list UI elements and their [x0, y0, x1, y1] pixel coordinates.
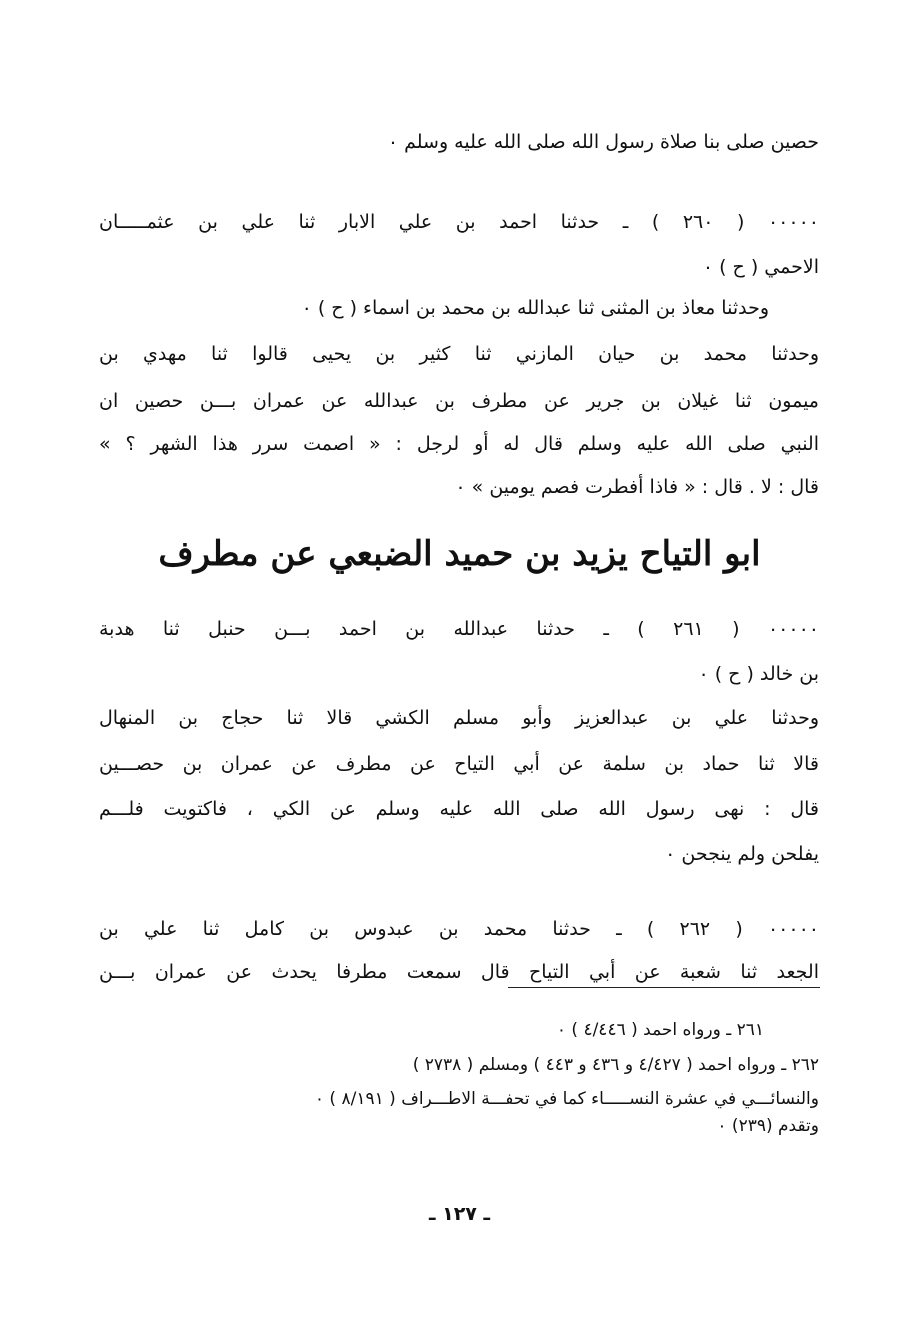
page-number: ـ ١٢٧ ـ [428, 1203, 490, 1225]
hadith-262-line-2: الجعد ثنا شعبة عن أبي التياح قال سمعت مطرفا يحدث عن عمران بـــن [99, 961, 819, 983]
hadith-260-line-1: ٠٠٠٠٠ ( ٢٦٠ ) ـ حدثنا احمد بن علي الابار ثنا علي بن عثمـــــان [99, 211, 819, 233]
hadith-261-line-6: يفلحن ولم ينجحن ٠ [665, 843, 819, 865]
hadith-261-line-2: بن خالد ( ح ) ٠ [698, 663, 819, 685]
text-line-1: حصين صلى بنا صلاة رسول الله صلى الله عليه وسلم ٠ [387, 131, 819, 153]
hadith-261-line-3: وحدثنا علي بن عبدالعزيز وأبو مسلم الكشي قالا ثنا حجاج بن المنهال [99, 707, 819, 729]
hadith-261-line-4: قالا ثنا حماد بن سلمة عن أبي التياح عن مطرف عن عمران بن حصـــين [99, 753, 819, 775]
hadith-260-line-2: الاحمي ( ح ) ٠ [702, 256, 819, 278]
hadith-260-line-6: النبي صلى الله عليه وسلم قال له أو لرجل : « اصمت سرر هذا الشهر ؟ » [99, 433, 819, 455]
separator-line [508, 987, 820, 988]
section-heading: ابو التياح يزيد بن حميد الضبعي عن مطرف [158, 534, 761, 574]
hadith-262-line-1: ٠٠٠٠٠ ( ٢٦٢ ) ـ حدثنا محمد بن عبدوس بن كامل ثنا علي بن [99, 918, 819, 940]
hadith-260-line-3: وحدثنا معاذ بن المثنى ثنا عبدالله بن محمد بن اسماء ( ح ) ٠ [301, 297, 769, 319]
hadith-261-line-5: قال : نهى رسول الله صلى الله عليه وسلم عن الكي ، فاكتويت فلـــم [99, 798, 819, 820]
footnote-3: والنسائـــي في عشرة النســـــاء كما في تحفـــة الاطـــراف ( ٨/١٩١ ) ٠ [314, 1089, 819, 1109]
footnote-2: ٢٦٢ ـ ورواه احمد ( ٤/٤٢٧ و ٤٣٦ و ٤٤٣ ) ومسلم ( ٢٧٣٨ ) [412, 1055, 819, 1075]
hadith-260-line-4: وحدثنا محمد بن حيان المازني ثنا كثير بن يحيى قالوا ثنا مهدي بن [99, 343, 819, 365]
hadith-260-line-7: قال : لا . قال : « فاذا أفطرت فصم يومين » ٠ [455, 476, 819, 498]
footnote-4: وتقدم (٢٣٩) ٠ [717, 1116, 819, 1136]
hadith-260-line-5: ميمون ثنا غيلان بن جرير عن مطرف بن عبدالله عن عمران بـــن حصين ان [99, 390, 819, 412]
hadith-261-line-1: ٠٠٠٠٠ ( ٢٦١ ) ـ حدثنا عبدالله بن احمد بـــن حنبل ثنا هدبة [99, 618, 819, 640]
footnote-1: ٢٦١ ـ ورواه احمد ( ٤/٤٤٦ ) ٠ [556, 1020, 764, 1040]
